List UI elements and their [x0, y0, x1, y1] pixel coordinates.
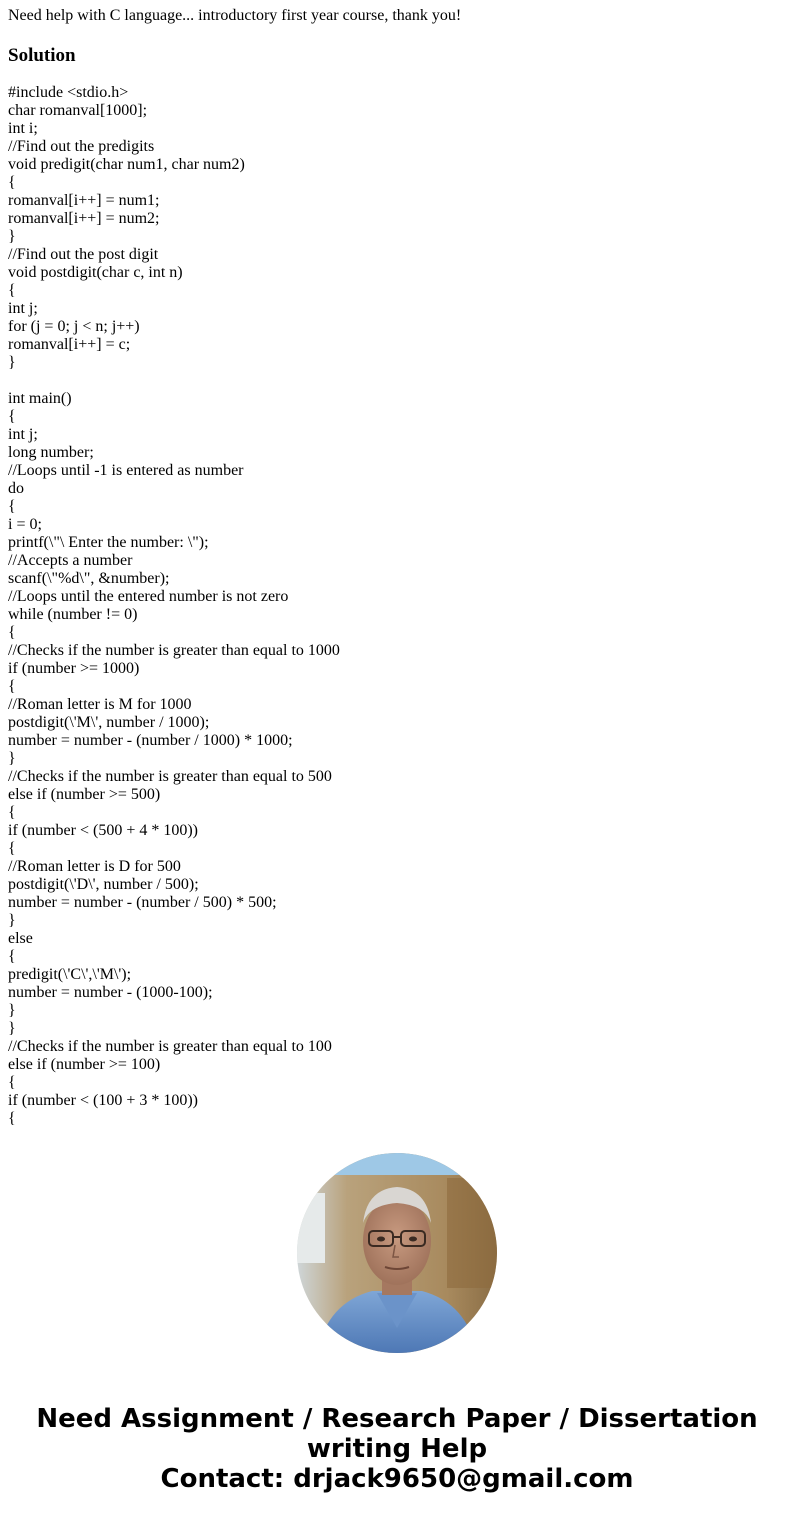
banner-line-2: writing Help: [306, 1434, 488, 1464]
code-line: }: [8, 1020, 16, 1037]
code-line: if (number >= 1000): [8, 660, 140, 677]
code-line: romanval[i++] = num1;: [8, 192, 160, 209]
code-line: for (j = 0; j < n; j++): [8, 318, 140, 335]
solution-heading: Solution: [8, 45, 76, 66]
code-line: else: [8, 930, 33, 947]
code-line: {: [8, 498, 16, 515]
code-line: {: [8, 948, 16, 965]
code-line: int j;: [8, 426, 38, 443]
code-line: do: [8, 480, 24, 497]
code-line: postdigit(\'M\', number / 1000);: [8, 714, 210, 731]
author-avatar: [297, 1153, 497, 1353]
code-line: //Checks if the number is greater than equal to 500: [8, 768, 332, 785]
code-line: {: [8, 282, 16, 299]
code-line: //Checks if the number is greater than equal to 1000: [8, 642, 340, 659]
code-line: predigit(\'C\',\'M\');: [8, 966, 132, 983]
code-line: //Find out the predigits: [8, 138, 155, 155]
code-line: }: [8, 750, 16, 767]
code-line: int j;: [8, 300, 38, 317]
code-line: //Checks if the number is greater than equal to 100: [8, 1038, 332, 1055]
code-line: }: [8, 354, 16, 371]
code-line: {: [8, 1074, 16, 1091]
code-line: char romanval[1000];: [8, 102, 148, 119]
code-line: void postdigit(char c, int n): [8, 264, 183, 281]
code-line: else if (number >= 500): [8, 786, 161, 803]
code-line: //Loops until the entered number is not zero: [8, 588, 289, 605]
code-line: i = 0;: [8, 516, 42, 533]
code-line: //Loops until -1 is entered as number: [8, 462, 244, 479]
question-text: Need help with C language... introductory first year course, thank you!: [8, 7, 462, 24]
code-line: while (number != 0): [8, 606, 138, 623]
code-block: [8, 84, 340, 1128]
code-line: if (number < (100 + 3 * 100)): [8, 1092, 199, 1109]
code-line: number = number - (number / 1000) * 1000;: [8, 732, 293, 749]
code-line: {: [8, 1110, 16, 1127]
code-line: if (number < (500 + 4 * 100)): [8, 822, 199, 839]
banner-contact-line: Contact: drjack9650@gmail.com: [160, 1464, 634, 1494]
code-line: }: [8, 912, 16, 929]
code-line: [8, 372, 340, 390]
code-line: {: [8, 624, 16, 641]
author-photo-icon: [297, 1153, 497, 1353]
code-line: //Accepts a number: [8, 552, 133, 569]
code-line: romanval[i++] = num2;: [8, 210, 160, 227]
banner-line-1: Need Assignment / Research Paper / Dissertation: [36, 1404, 758, 1434]
code-line: {: [8, 174, 16, 191]
code-line: {: [8, 408, 16, 425]
code-line: number = number - (1000-100);: [8, 984, 213, 1001]
code-line: else if (number >= 100): [8, 1056, 161, 1073]
code-line: number = number - (number / 500) * 500;: [8, 894, 277, 911]
code-line: void predigit(char num1, char num2): [8, 156, 245, 173]
code-line: {: [8, 840, 16, 857]
code-line: long number;: [8, 444, 94, 461]
contact-banner: [0, 1404, 794, 1494]
code-line: int i;: [8, 120, 38, 137]
code-line: }: [8, 1002, 16, 1019]
code-line: romanval[i++] = c;: [8, 336, 131, 353]
code-line: scanf(\"%d\", &number);: [8, 570, 170, 587]
code-line: {: [8, 804, 16, 821]
code-line: //Find out the post digit: [8, 246, 159, 263]
code-line: postdigit(\'D\', number / 500);: [8, 876, 199, 893]
code-line: #include <stdio.h>: [8, 84, 129, 101]
code-line: //Roman letter is D for 500: [8, 858, 181, 875]
code-line: {: [8, 678, 16, 695]
code-line: int main(): [8, 390, 72, 407]
code-line: }: [8, 228, 16, 245]
code-line: printf(\"\ Enter the number: \");: [8, 534, 209, 551]
code-line: //Roman letter is M for 1000: [8, 696, 192, 713]
